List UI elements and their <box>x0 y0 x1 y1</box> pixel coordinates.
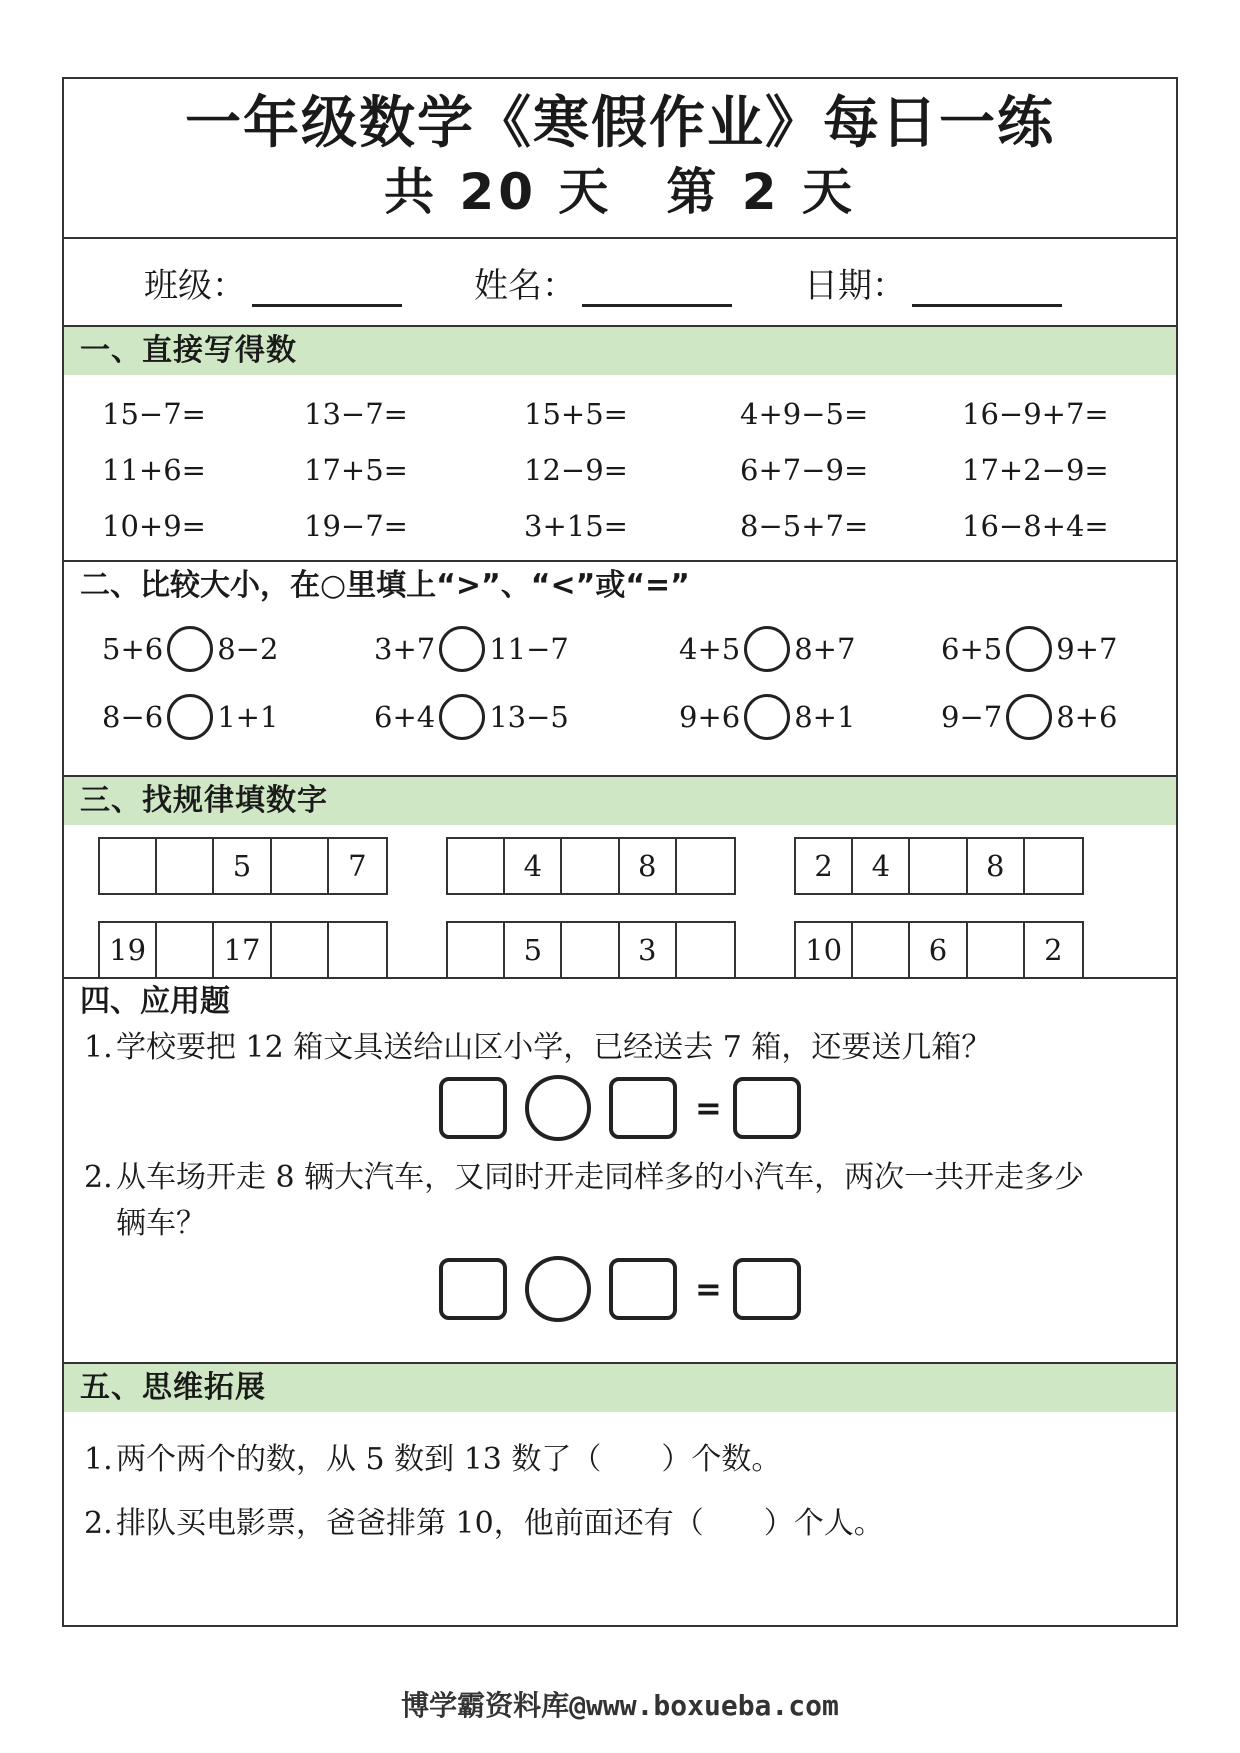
compare-left: 6+4 <box>374 700 436 734</box>
pattern-cell[interactable] <box>272 923 329 977</box>
pattern-row <box>794 837 1084 895</box>
compare-left: 9−7 <box>941 700 1003 734</box>
compare-grid <box>64 610 1176 740</box>
compare-left: 6+5 <box>941 632 1003 666</box>
calc-problem: 13−7= <box>304 397 408 431</box>
section-compare <box>64 562 1176 777</box>
pattern-cell: 6 <box>910 923 967 977</box>
answer-circle[interactable] <box>167 694 213 740</box>
answer-circle[interactable] <box>1006 626 1052 672</box>
pattern-row <box>446 837 736 895</box>
pattern-cell[interactable] <box>968 923 1025 977</box>
page-subtitle: 共 20 天 第 2 天 <box>384 163 856 221</box>
pattern-cell: 8 <box>968 839 1025 893</box>
student-info-row <box>64 239 1176 327</box>
pattern-cell[interactable] <box>562 839 619 893</box>
compare-left: 8−6 <box>102 700 164 734</box>
question-text: 两个两个的数，从 5 数到 13 数了（ ）个数。 <box>116 1442 782 1477</box>
name-label: 姓名： <box>474 265 576 306</box>
question-number: 1. <box>84 1030 113 1065</box>
pattern-cell[interactable] <box>910 839 967 893</box>
date-field[interactable] <box>804 258 1062 307</box>
compare-item <box>374 694 679 740</box>
compare-right: 1+1 <box>217 700 279 734</box>
pattern-row <box>794 921 1084 979</box>
question-text: 学校要把 12 箱文具送给山区小学，已经送去 7 箱，还要送几箱？ <box>116 1030 992 1065</box>
compare-item <box>374 626 679 672</box>
pattern-cell[interactable] <box>100 839 157 893</box>
class-label: 班级： <box>144 265 246 306</box>
pattern-cell[interactable] <box>562 923 619 977</box>
pattern-cell: 2 <box>796 839 853 893</box>
calc-problem: 17+2−9= <box>962 453 1109 487</box>
pattern-cell[interactable] <box>157 839 214 893</box>
calc-problem: 16−8+4= <box>962 509 1109 543</box>
pattern-cell: 8 <box>620 839 677 893</box>
class-field[interactable] <box>144 258 402 307</box>
equation-template <box>64 1247 1176 1331</box>
question-text: 从车场开走 8 辆大汽车，又同时开走同样多的小汽车，两次一共开走多少 <box>116 1160 1085 1195</box>
answer-box[interactable] <box>439 1077 507 1139</box>
pattern-cell[interactable] <box>272 839 329 893</box>
answer-box[interactable] <box>609 1258 677 1320</box>
compare-right: 8+6 <box>1056 700 1118 734</box>
compare-item <box>102 626 374 672</box>
equals-sign: = <box>695 1089 722 1127</box>
section-title: 一、直接写得数 <box>64 327 1176 375</box>
pattern-cell: 3 <box>620 923 677 977</box>
pattern-row <box>98 921 388 979</box>
compare-right: 11−7 <box>489 632 569 666</box>
section-title: 二、比较大小，在○里填上“>”、“<”或“=” <box>80 568 690 603</box>
answer-circle[interactable] <box>439 626 485 672</box>
section-title: 五、思维拓展 <box>64 1364 1176 1412</box>
worksheet <box>62 77 1178 1627</box>
pattern-cell[interactable] <box>677 923 734 977</box>
pattern-cell: 4 <box>853 839 910 893</box>
compare-item <box>102 694 374 740</box>
calc-problem: 15+5= <box>524 397 628 431</box>
answer-box[interactable] <box>609 1077 677 1139</box>
operator-circle[interactable] <box>525 1075 591 1141</box>
question-number: 2. <box>84 1506 113 1541</box>
equation-template <box>64 1071 1176 1145</box>
compare-item <box>941 626 1191 672</box>
page-title: 一年级数学《寒假作业》每日一练 <box>185 91 1055 156</box>
extension-question-1 <box>64 1428 1176 1492</box>
pattern-cell: 10 <box>796 923 853 977</box>
pattern-cell[interactable] <box>329 923 386 977</box>
section-title: 四、应用题 <box>80 984 230 1019</box>
calc-problem: 16−9+7= <box>962 397 1109 431</box>
calc-problem: 19−7= <box>304 509 408 543</box>
pattern-cell[interactable] <box>157 923 214 977</box>
result-box[interactable] <box>733 1258 801 1320</box>
compare-right: 9+7 <box>1056 632 1118 666</box>
compare-item <box>679 626 941 672</box>
question-number: 2. <box>84 1160 113 1195</box>
word-problem-2 <box>64 1155 1176 1201</box>
answer-circle[interactable] <box>1006 694 1052 740</box>
extension-question-2 <box>64 1492 1176 1556</box>
pattern-cell[interactable] <box>677 839 734 893</box>
pattern-cell: 7 <box>348 849 367 883</box>
calc-problem: 17+5= <box>304 453 408 487</box>
calculation-grid <box>64 375 1176 543</box>
answer-circle[interactable] <box>744 626 790 672</box>
compare-right: 8+7 <box>794 632 856 666</box>
compare-right: 8+1 <box>794 700 856 734</box>
pattern-cell: 5 <box>505 923 562 977</box>
pattern-row <box>98 837 388 895</box>
name-field[interactable] <box>474 258 732 307</box>
worksheet-header <box>64 79 1176 239</box>
compare-right: 8−2 <box>217 632 279 666</box>
pattern-grid <box>64 825 1176 979</box>
section-word-problems <box>64 979 1176 1364</box>
question-continuation: 辆车？ <box>116 1206 206 1241</box>
footer-watermark: 博学霸资料库@www.boxueba.com <box>401 1689 839 1722</box>
operator-circle[interactable] <box>525 1256 591 1322</box>
pattern-cell[interactable] <box>448 923 505 977</box>
pattern-row <box>446 921 736 979</box>
section-direct-calculation <box>64 327 1176 562</box>
result-box[interactable] <box>733 1077 801 1139</box>
question-text: 排队买电影票，爸爸排第 10，他前面还有（ ）个人。 <box>116 1506 884 1541</box>
answer-circle[interactable] <box>744 694 790 740</box>
date-blank[interactable] <box>912 268 1062 307</box>
calc-problem: 4+9−5= <box>740 397 869 431</box>
name-blank[interactable] <box>582 268 732 307</box>
calc-problem: 8−5+7= <box>740 509 869 543</box>
compare-left: 3+7 <box>374 632 436 666</box>
pattern-cell[interactable] <box>448 839 505 893</box>
answer-box[interactable] <box>439 1258 507 1320</box>
compare-left: 9+6 <box>679 700 741 734</box>
section-title: 三、找规律填数字 <box>64 777 1176 825</box>
equals-sign: = <box>695 1270 722 1308</box>
calc-problem: 12−9= <box>524 453 628 487</box>
pattern-cell: 5 <box>214 839 271 893</box>
pattern-cell: 2 <box>1044 933 1063 967</box>
pattern-cell: 19 <box>100 923 157 977</box>
section-patterns <box>64 777 1176 979</box>
compare-left: 5+6 <box>102 632 164 666</box>
compare-item <box>941 694 1191 740</box>
compare-left: 4+5 <box>679 632 741 666</box>
pattern-cell[interactable] <box>853 923 910 977</box>
pattern-cell[interactable] <box>1025 839 1082 893</box>
question-number: 1. <box>84 1442 113 1477</box>
class-blank[interactable] <box>252 268 402 307</box>
calc-problem: 6+7−9= <box>740 453 869 487</box>
section-thinking-extension <box>64 1364 1176 1556</box>
section-body <box>64 1412 1176 1556</box>
compare-right: 13−5 <box>489 700 569 734</box>
compare-item <box>679 694 941 740</box>
calc-problem: 15−7= <box>102 397 206 431</box>
answer-circle[interactable] <box>167 626 213 672</box>
calc-problem: 11+6= <box>102 453 206 487</box>
date-label: 日期： <box>804 265 906 306</box>
word-problem-1 <box>64 1025 1176 1071</box>
calc-problem: 10+9= <box>102 509 206 543</box>
pattern-cell: 4 <box>505 839 562 893</box>
answer-circle[interactable] <box>439 694 485 740</box>
pattern-cell: 17 <box>214 923 271 977</box>
calc-problem: 3+15= <box>524 509 628 543</box>
